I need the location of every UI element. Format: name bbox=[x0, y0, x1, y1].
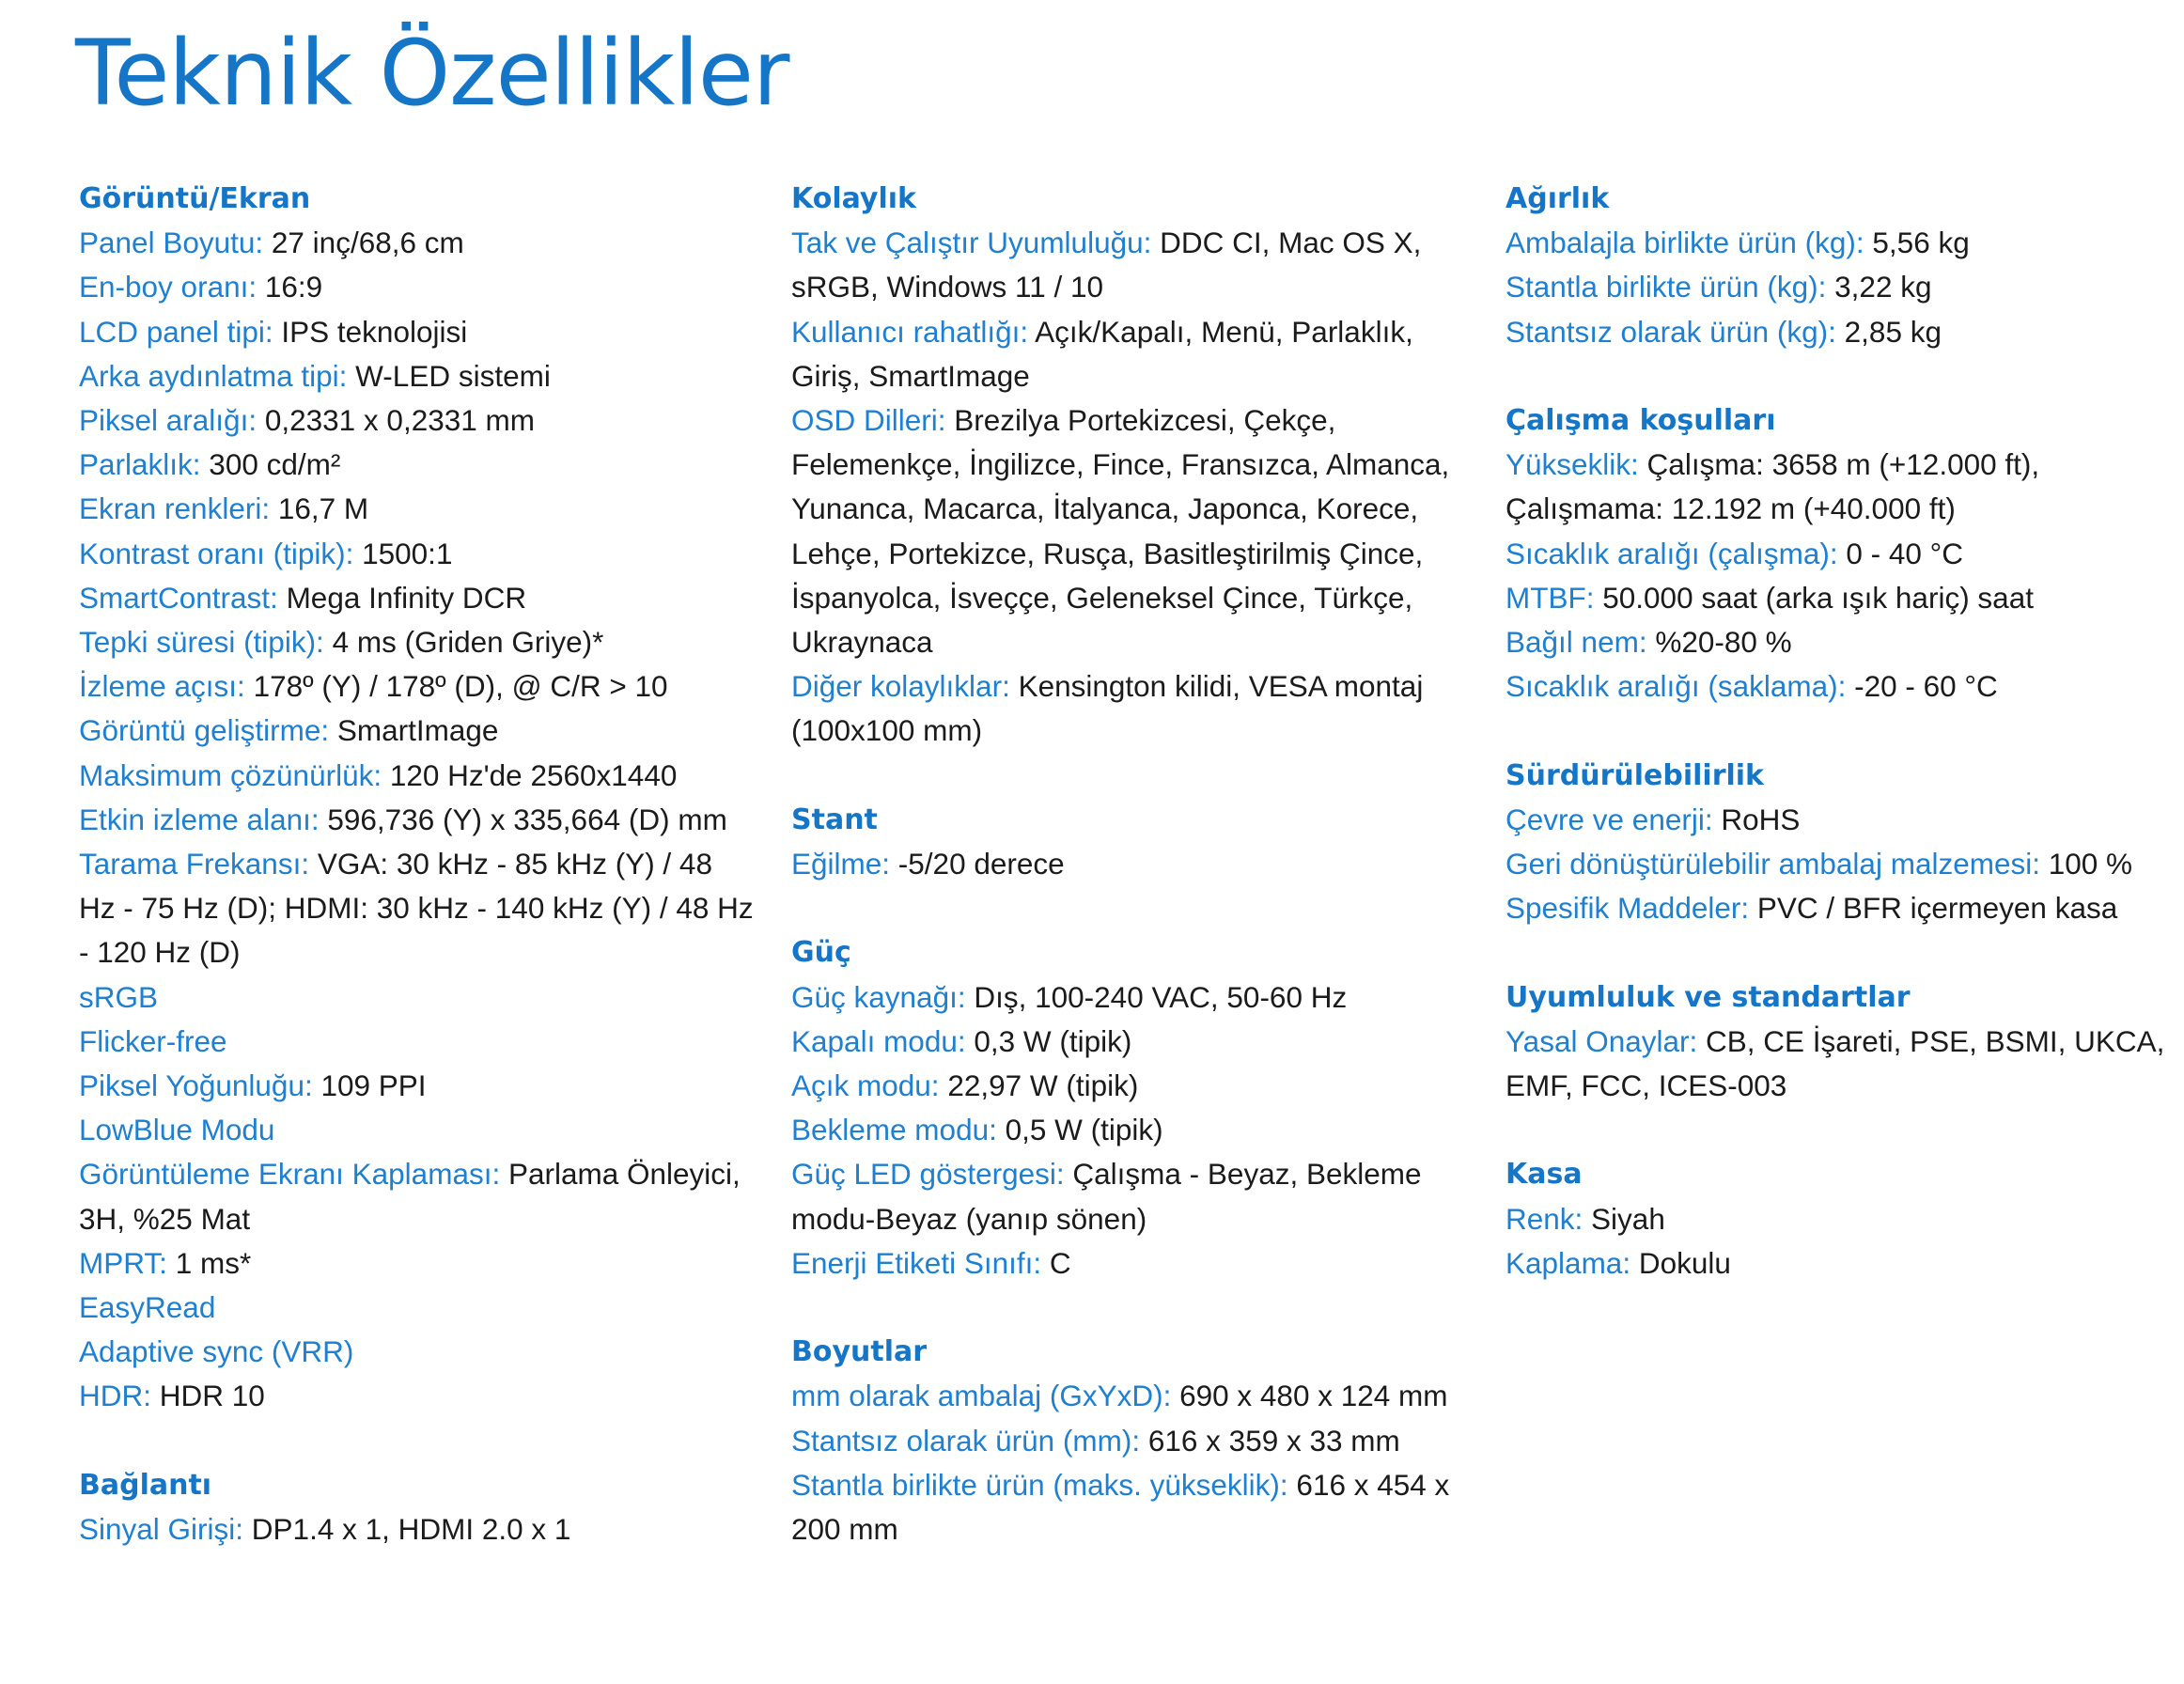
spec-label: Tarama Frekansı: bbox=[79, 847, 310, 881]
spec-label: LCD panel tipi: bbox=[79, 314, 273, 349]
spec-label: Tak ve Çalıştır Uyumluluğu: bbox=[791, 226, 1152, 260]
section-heading: Stant bbox=[791, 803, 878, 836]
spec-value: -20 - 60 °C bbox=[1846, 669, 1998, 704]
spec-label: Panel Boyutu: bbox=[79, 226, 264, 260]
spec-row bbox=[791, 842, 1468, 886]
spec-label: Renk: bbox=[1505, 1201, 1583, 1236]
spec-row bbox=[79, 1020, 756, 1064]
spec-value: -5/20 derece bbox=[890, 847, 1065, 881]
spec-row bbox=[79, 221, 756, 265]
spec-value: Siyah bbox=[1583, 1201, 1665, 1236]
spec-row bbox=[79, 1241, 756, 1286]
spec-row bbox=[1505, 576, 2182, 620]
spec-section bbox=[1505, 177, 2182, 354]
spec-label: Yükseklik: bbox=[1505, 447, 1639, 482]
spec-row bbox=[79, 487, 756, 531]
spec-label: Bağıl nem: bbox=[1505, 625, 1647, 660]
spec-section bbox=[1505, 1152, 2182, 1286]
spec-label: Stantla birlikte ürün (maks. yükseklik): bbox=[791, 1467, 1288, 1502]
spec-label: Güç kaynağı: bbox=[791, 979, 966, 1014]
section-heading: Bağlantı bbox=[79, 1468, 212, 1502]
spec-row bbox=[791, 975, 1468, 1020]
spec-value: 4 ms (Griden Griye)* bbox=[323, 625, 604, 660]
spec-row bbox=[791, 1108, 1468, 1152]
spec-value: 120 Hz'de 2560x1440 bbox=[382, 757, 678, 792]
spec-label: Stantsız olarak ürün (kg): bbox=[1505, 314, 1836, 349]
spec-label: Stantsız olarak ürün (mm): bbox=[791, 1423, 1141, 1458]
spec-value: %20-80 % bbox=[1646, 625, 1792, 660]
spec-value: DDC CI, Mac OS X, sRGB, Windows 11 / 10 bbox=[791, 226, 1422, 304]
spec-label: Güç LED göstergesi: bbox=[791, 1157, 1065, 1192]
spec-row bbox=[791, 1374, 1468, 1418]
spec-value: 0 - 40 °C bbox=[1837, 536, 1963, 570]
spec-value: Mega Infinity DCR bbox=[277, 580, 527, 615]
spec-row bbox=[79, 1374, 756, 1418]
section-heading: Ağırlık bbox=[1505, 182, 1610, 215]
spec-row bbox=[79, 798, 756, 842]
spec-value: 0,5 W (tipik) bbox=[996, 1113, 1163, 1147]
spec-row bbox=[79, 354, 756, 398]
spec-label: Sinyal Girişi: bbox=[79, 1512, 244, 1547]
spec-label: Flicker-free bbox=[79, 1023, 227, 1058]
spec-label: mm olarak ambalaj (GxYxD): bbox=[791, 1379, 1172, 1413]
spec-row bbox=[1505, 886, 2182, 930]
section-heading: Güç bbox=[791, 936, 851, 970]
spec-value: Çalışma: 3658 m (+12.000 ft), Çalışmama: 12.192 m (+40.000 ft) bbox=[1505, 447, 2040, 526]
spec-label: Diğer kolaylıklar: bbox=[791, 669, 1010, 704]
spec-column bbox=[791, 177, 1468, 1596]
spec-value: HDR 10 bbox=[151, 1379, 265, 1413]
section-heading: Görüntü/Ekran bbox=[79, 182, 311, 215]
spec-label: Eğilme: bbox=[791, 847, 891, 881]
spec-row bbox=[79, 709, 756, 753]
spec-label: Sıcaklık aralığı (çalışma): bbox=[1505, 536, 1838, 570]
spec-column bbox=[1505, 177, 2182, 1330]
spec-row bbox=[791, 1241, 1468, 1286]
spec-row bbox=[79, 754, 756, 798]
spec-label: OSD Dilleri: bbox=[791, 403, 946, 438]
spec-row bbox=[791, 1064, 1468, 1108]
spec-value: Brezilya Portekizcesi, Çekçe, Felemenkçe, İngilizce, Fince, Fransızca, Almanca, Yunanca, Macarca, İtalyanca, Japonca, Korece, Lehçe, Portekizce, Rusça, Basitleştirilmiş Çince, İspanyolca, İsveççe, Geleneksel Çince, Türkçe, Ukraynaca bbox=[791, 403, 1450, 660]
section-heading: Sürdürülebilirlik bbox=[1505, 758, 1765, 792]
spec-value: 100 % bbox=[2039, 847, 2133, 881]
spec-section bbox=[1505, 754, 2182, 931]
spec-value: Çalışma - Beyaz, Bekleme modu-Beyaz (yanıp sönen) bbox=[791, 1157, 1422, 1236]
spec-section bbox=[791, 1330, 1468, 1551]
spec-row bbox=[79, 620, 756, 664]
spec-label: Piksel Yoğunluğu: bbox=[79, 1068, 313, 1103]
spec-label: LowBlue Modu bbox=[79, 1113, 275, 1147]
spec-label: Görüntü geliştirme: bbox=[79, 713, 330, 748]
spec-label: MTBF: bbox=[1505, 580, 1595, 615]
spec-row bbox=[1505, 221, 2182, 265]
spec-row bbox=[79, 1064, 756, 1108]
spec-value: 5,56 kg bbox=[1864, 226, 1970, 260]
spec-label: İzleme açısı: bbox=[79, 669, 245, 704]
spec-label: Tepki süresi (tipik): bbox=[79, 625, 324, 660]
spec-value: 2,85 kg bbox=[1835, 314, 1942, 349]
spec-row bbox=[1505, 1197, 2182, 1241]
spec-row bbox=[1505, 1020, 2182, 1108]
spec-row bbox=[79, 664, 756, 709]
spec-section bbox=[791, 930, 1468, 1286]
spec-value: 596,736 (Y) x 335,664 (D) mm bbox=[319, 802, 727, 836]
spec-value: VGA: 30 kHz - 85 kHz (Y) / 48 Hz - 75 Hz (D); HDMI: 30 kHz - 140 kHz (Y) / 48 Hz - 120 Hz (D) bbox=[79, 847, 754, 970]
spec-column bbox=[79, 177, 756, 1596]
spec-label: Açık modu: bbox=[791, 1068, 940, 1103]
spec-label: Kapalı modu: bbox=[791, 1023, 966, 1058]
spec-label: En-boy oranı: bbox=[79, 270, 257, 304]
spec-label: Kaplama: bbox=[1505, 1245, 1631, 1280]
spec-row bbox=[791, 664, 1468, 753]
spec-value: 616 x 454 x 200 mm bbox=[791, 1467, 1450, 1547]
spec-row bbox=[1505, 1241, 2182, 1286]
spec-row bbox=[79, 532, 756, 576]
spec-label: Parlaklık: bbox=[79, 447, 201, 482]
spec-row bbox=[79, 842, 756, 975]
spec-value: 178º (Y) / 178º (D), @ C/R > 10 bbox=[244, 669, 668, 704]
spec-value: 690 x 480 x 124 mm bbox=[1171, 1379, 1448, 1413]
section-heading: Kolaylık bbox=[791, 182, 917, 215]
spec-row bbox=[79, 1108, 756, 1152]
spec-label: Etkin izleme alanı: bbox=[79, 802, 320, 836]
spec-value: Dış, 100-240 VAC, 50-60 Hz bbox=[965, 979, 1348, 1014]
spec-row bbox=[791, 1463, 1468, 1551]
spec-section bbox=[791, 177, 1468, 754]
spec-label: EasyRead bbox=[79, 1290, 216, 1325]
spec-label: Yasal Onaylar: bbox=[1505, 1023, 1698, 1058]
spec-label: Arka aydınlatma tipi: bbox=[79, 358, 348, 393]
spec-value: W-LED sistemi bbox=[347, 358, 551, 393]
spec-value: 0,2331 x 0,2331 mm bbox=[257, 403, 536, 438]
spec-value: IPS teknolojisi bbox=[273, 314, 468, 349]
spec-value: 616 x 359 x 33 mm bbox=[1140, 1423, 1400, 1458]
spec-label: Ambalajla birlikte ürün (kg): bbox=[1505, 226, 1864, 260]
spec-row bbox=[1505, 620, 2182, 664]
spec-row bbox=[791, 1419, 1468, 1463]
spec-label: Kullanıcı rahatlığı: bbox=[791, 314, 1029, 349]
spec-label: Görüntüleme Ekranı Kaplaması: bbox=[79, 1157, 501, 1192]
spec-row bbox=[79, 1286, 756, 1330]
spec-label: HDR: bbox=[79, 1379, 151, 1413]
spec-label: SmartContrast: bbox=[79, 580, 278, 615]
spec-label: MPRT: bbox=[79, 1245, 167, 1280]
spec-label: Sıcaklık aralığı (saklama): bbox=[1505, 669, 1847, 704]
spec-value: CB, CE İşareti, PSE, BSMI, UKCA, EMF, FCC, ICES-003 bbox=[1505, 1023, 2165, 1103]
spec-section bbox=[1505, 398, 2182, 709]
spec-row bbox=[791, 398, 1468, 664]
spec-value: 1500:1 bbox=[353, 536, 453, 570]
spec-row bbox=[79, 1330, 756, 1374]
spec-row bbox=[79, 443, 756, 487]
spec-value: 109 PPI bbox=[312, 1068, 427, 1103]
section-heading: Uyumluluk ve standartlar bbox=[1505, 980, 1911, 1014]
spec-label: Çevre ve enerji: bbox=[1505, 802, 1713, 836]
spec-value: SmartImage bbox=[329, 713, 499, 748]
spec-row bbox=[79, 265, 756, 309]
spec-value: 3,22 kg bbox=[1826, 270, 1932, 304]
spec-row bbox=[791, 221, 1468, 309]
spec-value: RoHS bbox=[1712, 802, 1801, 836]
spec-value: 16:9 bbox=[257, 270, 323, 304]
spec-row bbox=[79, 975, 756, 1020]
spec-row bbox=[791, 1152, 1468, 1240]
spec-value: 300 cd/m² bbox=[200, 447, 341, 482]
spec-row bbox=[1505, 532, 2182, 576]
spec-section bbox=[1505, 975, 2182, 1109]
spec-label: Stantla birlikte ürün (kg): bbox=[1505, 270, 1827, 304]
spec-value: 27 inç/68,6 cm bbox=[263, 226, 464, 260]
spec-row bbox=[79, 1152, 756, 1240]
spec-section bbox=[79, 177, 756, 1419]
spec-row bbox=[79, 310, 756, 354]
spec-row bbox=[1505, 798, 2182, 842]
spec-label: Geri dönüştürülebilir ambalaj malzemesi: bbox=[1505, 847, 2040, 881]
spec-label: sRGB bbox=[79, 979, 159, 1014]
spec-row bbox=[79, 398, 756, 443]
spec-value: Dokulu bbox=[1630, 1245, 1731, 1280]
spec-value: Kensington kilidi, VESA montaj (100x100 mm) bbox=[791, 669, 1424, 748]
spec-row bbox=[1505, 265, 2182, 309]
spec-label: Ekran renkleri: bbox=[79, 491, 271, 526]
spec-row bbox=[791, 1020, 1468, 1064]
spec-value: Parlama Önleyici, 3H, %25 Mat bbox=[79, 1157, 741, 1236]
spec-section bbox=[79, 1463, 756, 1551]
spec-row bbox=[79, 576, 756, 620]
spec-value: 0,3 W (tipik) bbox=[965, 1023, 1132, 1058]
spec-row bbox=[1505, 664, 2182, 709]
spec-label: Maksimum çözünürlük: bbox=[79, 757, 382, 792]
spec-label: Piksel aralığı: bbox=[79, 403, 257, 438]
spec-section bbox=[791, 798, 1468, 886]
spec-label: Spesifik Maddeler: bbox=[1505, 891, 1750, 926]
section-heading: Kasa bbox=[1505, 1158, 1583, 1192]
page-title: Teknik Özellikler bbox=[75, 21, 789, 126]
spec-label: Adaptive sync (VRR) bbox=[79, 1334, 354, 1369]
section-heading: Çalışma koşulları bbox=[1505, 404, 1776, 437]
spec-value: Açık/Kapalı, Menü, Parlaklık, Giriş, SmartImage bbox=[791, 314, 1413, 393]
spec-row bbox=[1505, 443, 2182, 531]
spec-label: Bekleme modu: bbox=[791, 1113, 997, 1147]
spec-row bbox=[1505, 310, 2182, 354]
spec-value: 16,7 M bbox=[270, 491, 369, 526]
spec-row bbox=[79, 1507, 756, 1551]
spec-value: 22,97 W (tipik) bbox=[939, 1068, 1139, 1103]
spec-value: PVC / BFR içermeyen kasa bbox=[1749, 891, 2118, 926]
spec-value: 50.000 saat (arka ışık hariç) saat bbox=[1594, 580, 2034, 615]
spec-row bbox=[791, 310, 1468, 398]
spec-row bbox=[1505, 842, 2182, 886]
spec-label: Kontrast oranı (tipik): bbox=[79, 536, 354, 570]
section-heading: Boyutlar bbox=[791, 1335, 928, 1369]
spec-value: C bbox=[1041, 1245, 1071, 1280]
spec-label: Enerji Etiketi Sınıfı: bbox=[791, 1245, 1042, 1280]
spec-value: 1 ms* bbox=[166, 1245, 252, 1280]
spec-value: DP1.4 x 1, HDMI 2.0 x 1 bbox=[243, 1512, 571, 1547]
